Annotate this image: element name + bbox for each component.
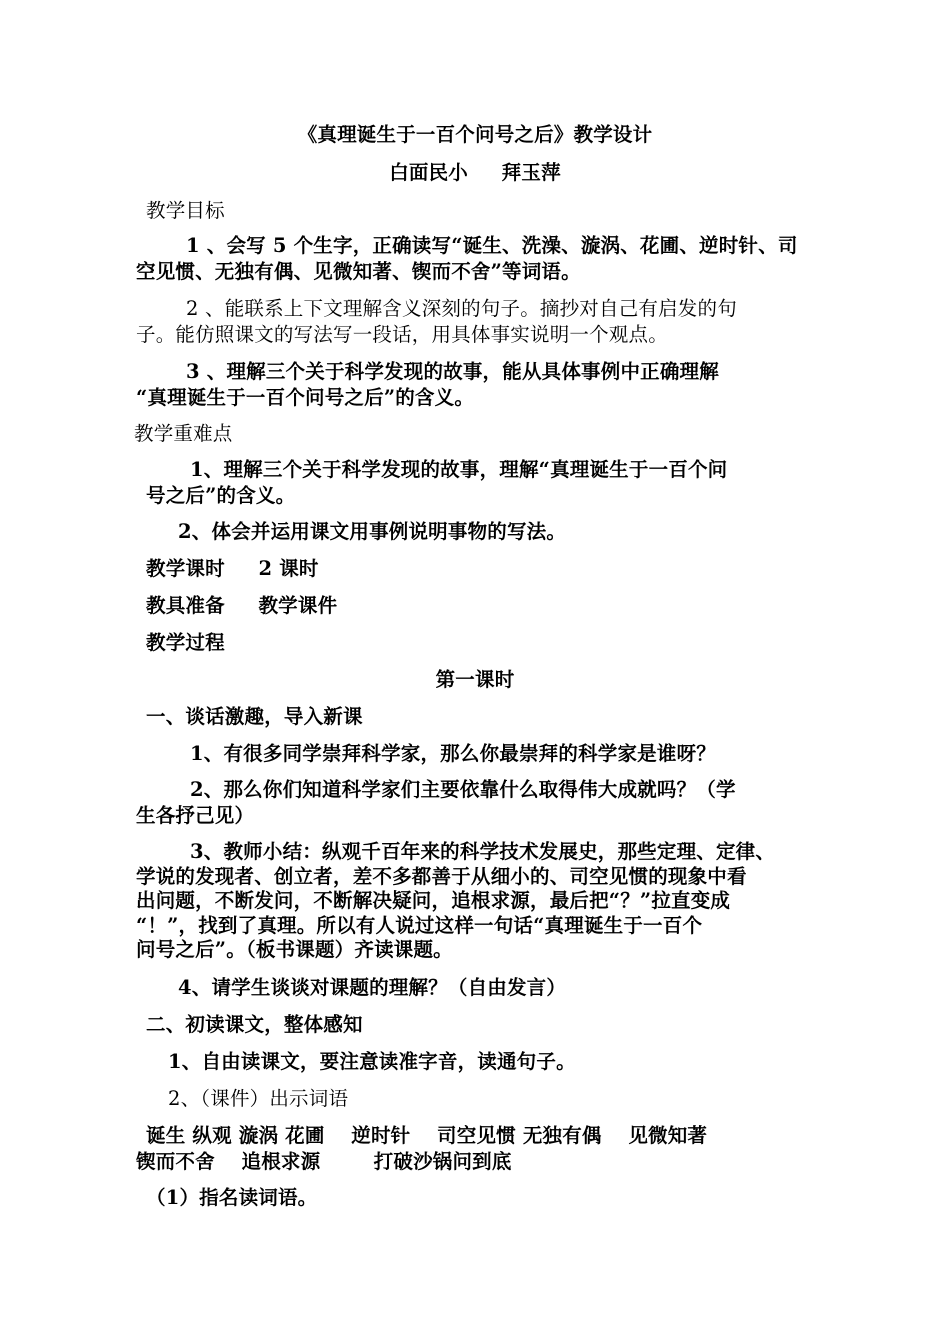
goal-1-line-1: 1 、会写 5 个生字，正确读写“诞生、洗澡、漩涡、花圃、逆时针、司 <box>186 234 798 257</box>
teaching-hours: 教学课时 2 课时 <box>146 557 319 580</box>
goal-1-line-2: 空见惯、无独有偶、见微知著、锲而不舍”等词语。 <box>136 260 581 283</box>
vocabulary-line-2: 锲而不舍 追根求源 打破沙锅问到底 <box>136 1150 512 1173</box>
section-1-item-3 <box>136 840 775 963</box>
section-1-item-3-line-1: 3、教师小结：纵观千百年来的科学技术发展史，那些定理、定律、 <box>190 840 776 863</box>
goals-heading: 教学目标 <box>146 199 225 222</box>
section-1-heading: 一、谈话激趣，导入新课 <box>146 705 363 728</box>
section-1-item-2 <box>136 777 736 829</box>
goal-3-line-2: “真理诞生于一百个问号之后”的含义。 <box>136 386 475 409</box>
goal-2-line-2: 子。能仿照课文的写法写一段话，用具体事实说明一个观点。 <box>136 323 668 346</box>
goal-3 <box>136 359 719 411</box>
author-line: 白面民小 拜玉萍 <box>389 161 561 184</box>
section-1-item-3-line-3: 出问题，不断发问，不断解决疑问，追根求源，最后把“？”拉直变成 <box>136 889 731 912</box>
lesson-1-heading: 第一课时 <box>435 668 515 691</box>
section-2-item-2: 2、（课件）出示词语 <box>168 1087 349 1110</box>
goal-1 <box>136 233 798 285</box>
section-2-item-1: 1、自由读课文，要注意读准字音，读通句子。 <box>168 1050 576 1073</box>
section-2-subitem-1: （1）指名读词语。 <box>146 1186 318 1209</box>
section-1-item-3-line-4: “！”，找到了真理。所以有人说过这样一句话“真理诞生于一百个 <box>136 913 703 937</box>
key-2: 2、体会并运用课文用事例说明事物的写法。 <box>178 520 567 543</box>
section-1-item-4: 4、请学生谈谈对课题的理解？（自由发言） <box>178 976 567 999</box>
key-1-line-2: 号之后”的含义。 <box>146 484 296 507</box>
key-heading: 教学重难点 <box>134 422 233 445</box>
teaching-tools: 教具准备 教学课件 <box>146 594 338 617</box>
vocabulary-line-1: 诞生 纵观 漩涡 花圃 逆时针 司空见惯 无独有偶 见微知著 <box>146 1124 708 1147</box>
section-1-item-2-line-2: 生各抒己见） <box>136 804 255 827</box>
section-1-item-3-line-5: 问号之后”。（板书课题）齐读课题。 <box>136 938 453 961</box>
goal-2-line-1: 2 、能联系上下文理解含义深刻的句子。摘抄对自己有启发的句 <box>186 297 737 320</box>
vocabulary-list <box>136 1123 707 1175</box>
goal-2 <box>136 296 737 348</box>
doc-title: 《真理诞生于一百个问号之后》教学设计 <box>297 123 653 146</box>
section-2-heading: 二、初读课文，整体感知 <box>146 1013 363 1036</box>
key-1-line-1: 1、理解三个关于科学发现的故事，理解“真理诞生于一百个问 <box>190 458 728 481</box>
key-1 <box>146 457 727 509</box>
process-heading: 教学过程 <box>146 631 225 654</box>
section-1-item-2-line-1: 2、那么你们知道科学家们主要依靠什么取得伟大成就吗？（学 <box>190 778 736 801</box>
section-1-item-3-line-2: 学说的发现者、创立者，差不多都善于从细小的、司空见惯的现象中看 <box>136 864 747 888</box>
goal-3-line-1: 3 、理解三个关于科学发现的故事，能从具体事例中正确理解 <box>186 360 719 383</box>
section-1-item-1: 1、有很多同学崇拜科学家，那么你最崇拜的科学家是谁呀？ <box>190 742 716 765</box>
